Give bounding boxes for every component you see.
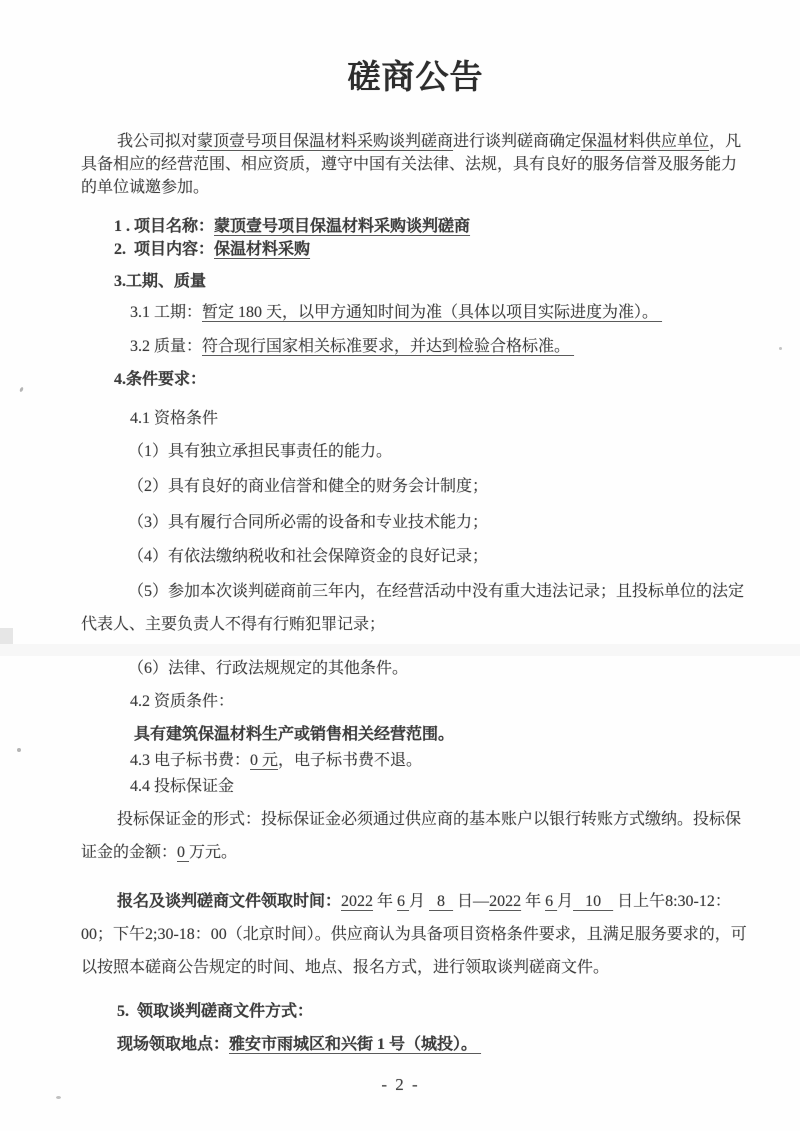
section4-heading: 4.条件要求： bbox=[114, 371, 207, 388]
signup-day-1: 8 bbox=[429, 893, 454, 910]
clause-5: （5）参加本次谈判磋商前三年内，在经营活动中没有重大违法记录；且投标单位的法定代表人、主要负责人不得有行贿犯罪记录； bbox=[81, 583, 745, 633]
clause-4: （4）有依法缴纳税收和社会保障资金的良好记录； bbox=[128, 548, 489, 565]
section3-2-quality bbox=[130, 335, 750, 358]
section3-1-duration bbox=[130, 301, 750, 324]
signup-sep-1: 年 bbox=[373, 893, 398, 910]
deposit-text-1: 投标保证金的形式：投标保证金必须通过供应商的基本账户以银行转账方式缴纳。投标保证金的金额： bbox=[81, 811, 742, 861]
scan-speck bbox=[779, 347, 782, 350]
item-project-name bbox=[114, 215, 750, 238]
signup-year-2: 2022 bbox=[489, 893, 522, 910]
section4-4-heading: 4.4 投标保证金 bbox=[130, 778, 235, 795]
intro-text-3: ，凡具备相应的经营范围、相应资质，遵守中国有关法律、法规，具有良好的服务信誉及服务能力的单位诚邀参加。 bbox=[81, 133, 742, 196]
intro-paragraph bbox=[81, 130, 750, 199]
scan-band bbox=[0, 644, 800, 656]
signup-sep-3: 日— bbox=[453, 893, 490, 910]
pickup-location-value: 雅安市雨城区和兴街 1 号（城投）。 bbox=[229, 1036, 482, 1053]
pickup-location-label: 现场领取地点： bbox=[117, 1036, 230, 1053]
signup-sep-5: 月 bbox=[557, 893, 574, 910]
section3-2-label: 3.2 质量： bbox=[130, 338, 203, 355]
scope-requirement: 具有建筑保温材料生产或销售相关经营范围。 bbox=[134, 726, 455, 743]
section3-1-value: 暂定 180 天，以甲方通知时间为准（具体以项目实际进度为准）。 bbox=[202, 304, 663, 321]
section4-3-label: 4.3 电子标书费： bbox=[130, 752, 251, 769]
clause-2: （2）具有良好的商业信誉和健全的财务会计制度； bbox=[128, 478, 489, 495]
item-project-content bbox=[114, 238, 750, 261]
document-title: 磋商公告 bbox=[347, 60, 484, 96]
section5-heading: 5. 领取谈判磋商文件方式： bbox=[117, 1003, 314, 1020]
item-project-content-label: 2. 项目内容： bbox=[114, 241, 215, 258]
item-project-content-value: 保温材料采购 bbox=[214, 241, 311, 258]
signup-month-1: 6 bbox=[397, 893, 410, 910]
scan-speck bbox=[19, 387, 24, 393]
signup-year-1: 2022 bbox=[341, 893, 374, 910]
signup-paragraph bbox=[81, 885, 750, 984]
scan-speck bbox=[17, 748, 21, 752]
intro-underlined-project: 蒙顶壹号项目保温材料采购谈判磋商 bbox=[197, 133, 454, 150]
section4-3-suffix: ，电子标书费不退。 bbox=[278, 752, 423, 769]
section3-heading: 3.工期、质量 bbox=[114, 273, 207, 290]
clause-6: （6）法律、行政法规规定的其他条件。 bbox=[128, 660, 409, 677]
signup-sep-2: 月 bbox=[409, 893, 430, 910]
pickup-location bbox=[117, 1033, 750, 1056]
section4-2-heading: 4.2 资质条件： bbox=[130, 693, 235, 710]
section3-1-label: 3.1 工期： bbox=[130, 304, 203, 321]
clause-3: （3）具有履行合同所必需的设备和专业技术能力； bbox=[128, 514, 489, 531]
deposit-amount: 0 bbox=[177, 844, 190, 861]
section4-3-fee-value: 0 元 bbox=[250, 752, 279, 769]
scan-edge-strip bbox=[0, 628, 13, 644]
clause-1: （1）具有独立承担民事责任的能力。 bbox=[128, 443, 393, 460]
intro-underlined-supplier: 保温材料供应单位 bbox=[581, 133, 710, 150]
signup-month-2: 6 bbox=[545, 893, 558, 910]
section3-2-value: 符合现行国家相关标准要求，并达到检验合格标准。 bbox=[202, 338, 575, 355]
item-project-name-value: 蒙顶壹号项目保温材料采购谈判磋商 bbox=[214, 218, 471, 235]
section4-3-fee bbox=[130, 749, 750, 772]
deposit-paragraph bbox=[81, 803, 750, 869]
intro-text-1: 我公司拟对 bbox=[117, 133, 198, 150]
signup-sep-4: 年 bbox=[521, 893, 546, 910]
intro-text-2: 进行谈判磋商确定 bbox=[453, 133, 582, 150]
item-project-name-label: 1 . 项目名称： bbox=[114, 218, 215, 235]
page-number: - 2 - bbox=[381, 1075, 420, 1094]
scan-speck bbox=[56, 1096, 61, 1099]
signup-rest-text: 日上午8:30-12：00；下午2;30-18：00（北京时间）。供应商认为具备项目资格条件要求，且满足服务要求的，可以按照本磋商公告规定的时间、地点、报名方式，进行领取谈判磋商文件。 bbox=[81, 893, 747, 976]
signup-label: 报名及谈判磋商文件领取时间： bbox=[117, 893, 342, 910]
signup-day-2: 10 bbox=[573, 893, 614, 910]
section4-1-heading: 4.1 资格条件 bbox=[130, 410, 219, 427]
deposit-text-2: 万元。 bbox=[189, 844, 238, 861]
